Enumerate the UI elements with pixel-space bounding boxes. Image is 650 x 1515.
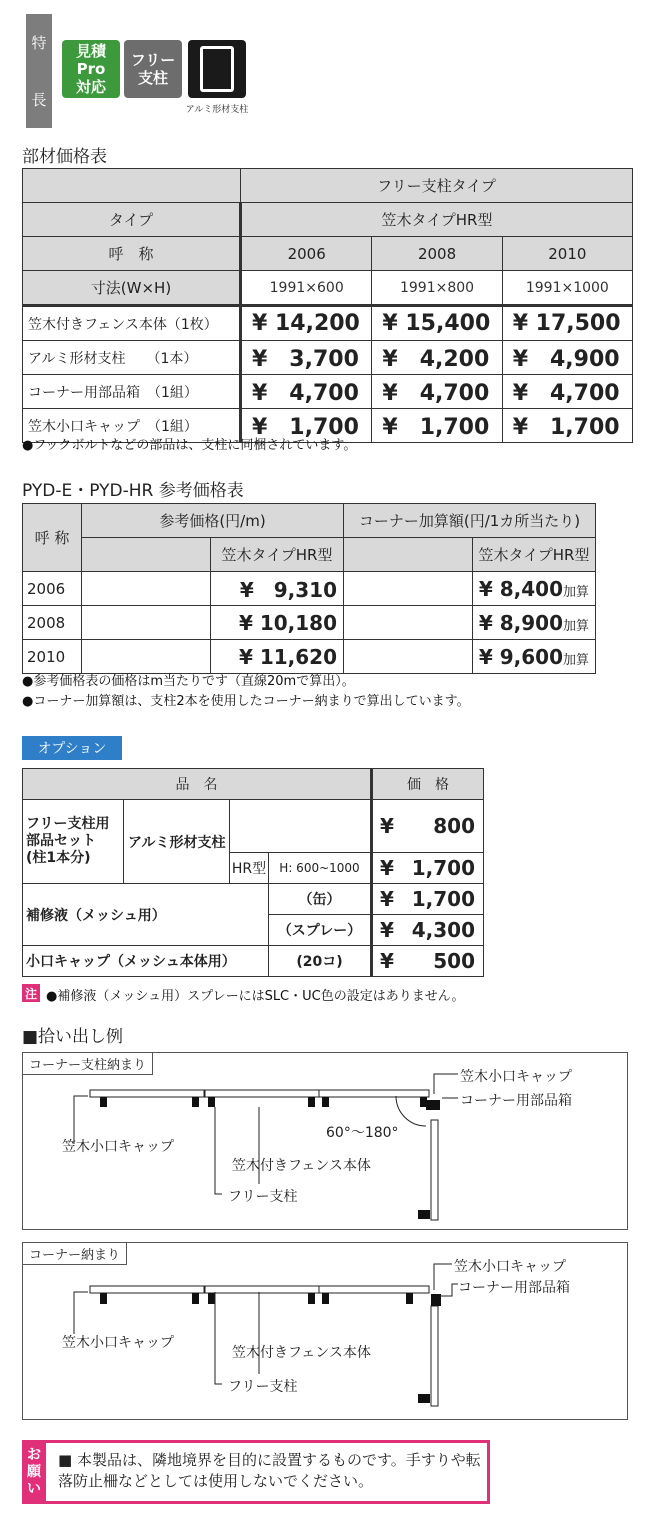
- ref-table-title: PYD-E・PYD-HR 参考価格表: [22, 481, 244, 501]
- parts-price-table: [22, 168, 633, 443]
- corner-suffix: 加算: [562, 652, 589, 668]
- hr-label: HR型: [230, 853, 269, 884]
- cap-label: 小口キャップ（メッシュ本体用）: [23, 946, 269, 977]
- dim-label: 寸法(W×H): [23, 271, 241, 306]
- option-note: ●補修液（メッシュ用）スプレーにはSLC・UC色の設定はありません。: [46, 989, 465, 1004]
- corner-price: ¥ 8,900: [478, 610, 563, 635]
- cap-label-2: 笠木小口キャップ: [62, 1335, 174, 1351]
- size-cell: 2006: [241, 237, 372, 271]
- corner-suffix: 加算: [562, 618, 589, 634]
- angle-label: 60°〜180°: [326, 1125, 399, 1141]
- corner-header: コーナー加算額(円/1カ所当たり): [344, 504, 596, 538]
- price-cell: ¥ 4,700: [502, 375, 632, 409]
- post-set-label: フリー支柱用 部品セット (柱1本分): [23, 800, 124, 884]
- free-post-badge: フリー 支柱: [124, 40, 182, 98]
- box1-label: コーナー支柱納まり: [22, 1052, 153, 1075]
- corner-box-label-2: コーナー用部品箱: [458, 1280, 570, 1296]
- corner-box-label: コーナー用部品箱: [460, 1093, 572, 1109]
- header-main: フリー支柱タイプ: [241, 169, 633, 203]
- price-cell: ¥ 1,700: [241, 409, 372, 443]
- price-cell: ¥ 14,200: [241, 306, 372, 341]
- ref-note-1: ●参考価格表の価格はm当たりです（直線20mで算出）。: [22, 674, 355, 689]
- header-price: 価 格: [372, 769, 484, 800]
- row-name: 笠木付きフェンス本体（1枚）: [23, 306, 241, 341]
- examples-title: ■拾い出し例: [22, 1027, 124, 1047]
- price-cell: ¥ 1,700: [502, 409, 632, 443]
- type-label: タイプ: [23, 203, 241, 237]
- ref-price: ¥ 10,180: [211, 606, 344, 640]
- parts-table-title: 部材価格表: [22, 147, 107, 167]
- price-cell: ¥ 3,700: [241, 341, 372, 375]
- feature-char: 長: [31, 91, 47, 109]
- price-cell: ¥ 1,700: [372, 409, 502, 443]
- type-value: 笠木タイプHR型: [241, 203, 633, 237]
- price-cell: ¥ 4,900: [502, 341, 632, 375]
- box2-label: コーナー納まり: [22, 1242, 127, 1265]
- cap-label-right-2: 笠木小口キャップ: [454, 1259, 566, 1275]
- size-cell: 2010: [502, 237, 632, 271]
- price-spray: 4,300: [411, 918, 475, 942]
- alumi-label: アルミ形材支柱: [124, 800, 230, 884]
- ref-price: ¥ 11,620: [211, 640, 344, 674]
- price-cap: 500: [433, 949, 475, 973]
- note-tag: 注: [22, 984, 40, 1002]
- row-name: 2006: [23, 572, 82, 606]
- warning-tag: お 願 い: [22, 1440, 46, 1504]
- parts-note: ●フックボルトなどの部品は、支柱に同梱されています。: [22, 438, 357, 453]
- feature-char: 特: [31, 34, 47, 52]
- name-label: 呼 称: [23, 237, 241, 271]
- size-cell: 2008: [372, 237, 502, 271]
- corner-price: ¥ 8,400: [478, 576, 563, 601]
- ref-note-2: ●コーナー加算額は、支柱2本を使用したコーナー納まりで算出しています。: [22, 694, 470, 709]
- price-cell: ¥ 4,700: [372, 375, 502, 409]
- option-table: 品 名 価 格 フリー支柱用 部品セット (柱1本分) アルミ形材支柱 ¥ 800 HR型 H: 600~1000 ¥ 1,700 補修液（メッシュ用） （缶） ¥ 1,700 （スプレー） ¥ 4,300 小口キャップ（メッシュ本体用） (20コ) ¥ 500: [22, 768, 484, 977]
- body-label-2: 笠木付きフェンス本体: [232, 1345, 371, 1361]
- warning-text: ■ 本製品は、隣地境界を目的に設置するものです。手すりや転落防止柵などとしては使用しないでください。: [58, 1451, 481, 1490]
- post-label-2: フリー支柱: [228, 1379, 298, 1395]
- option-tag: オプション: [22, 736, 122, 760]
- cap-label-right: 笠木小口キャップ: [460, 1069, 572, 1085]
- row-name: 2008: [23, 606, 82, 640]
- header-name: 品 名: [23, 769, 372, 800]
- price-can: 1,700: [411, 887, 475, 911]
- post-label: フリー支柱: [228, 1189, 298, 1205]
- row-name: 2010: [23, 640, 82, 674]
- spray-label: （スプレー）: [269, 915, 372, 946]
- price-cell: ¥ 4,700: [241, 375, 372, 409]
- corner-suffix: 加算: [562, 584, 589, 600]
- dim-cell: 1991×600: [241, 271, 372, 306]
- price-1700: 1,700: [411, 856, 475, 880]
- ref-header: 参考価格(円/m): [82, 504, 344, 538]
- dim-cell: 1991×1000: [502, 271, 632, 306]
- sub-header: 笠木タイプHR型: [211, 538, 344, 572]
- alumi-post-icon: [188, 40, 246, 98]
- price-cell: ¥ 4,200: [372, 341, 502, 375]
- dim-cell: 1991×800: [372, 271, 502, 306]
- row-name: 笠木小口キャップ （1組）: [23, 409, 241, 443]
- can-label: （缶）: [269, 884, 372, 915]
- feature-label: [26, 14, 52, 128]
- mitsumori-pro-badge: 見積Pro 対応: [62, 40, 120, 98]
- sub-header: 笠木タイプHR型: [473, 538, 596, 572]
- repair-label: 補修液（メッシュ用）: [23, 884, 269, 946]
- row-name: アルミ形材支柱 （1本）: [23, 341, 241, 375]
- cap-qty: (20コ): [269, 946, 372, 977]
- ref-price-table: [22, 503, 596, 674]
- h-range: H: 600~1000: [269, 853, 372, 884]
- corner-price: ¥ 9,600: [478, 644, 563, 669]
- price-800: 800: [433, 814, 475, 838]
- name-label: 呼 称: [23, 504, 82, 572]
- price-cell: ¥ 15,400: [372, 306, 502, 341]
- ref-price: ¥ 9,310: [211, 572, 344, 606]
- alumi-post-label: アルミ形材支柱: [185, 105, 249, 115]
- price-cell: ¥ 17,500: [502, 306, 632, 341]
- cap-label: 笠木小口キャップ: [62, 1139, 174, 1155]
- body-label: 笠木付きフェンス本体: [232, 1158, 371, 1174]
- row-name: コーナー用部品箱 （1組）: [23, 375, 241, 409]
